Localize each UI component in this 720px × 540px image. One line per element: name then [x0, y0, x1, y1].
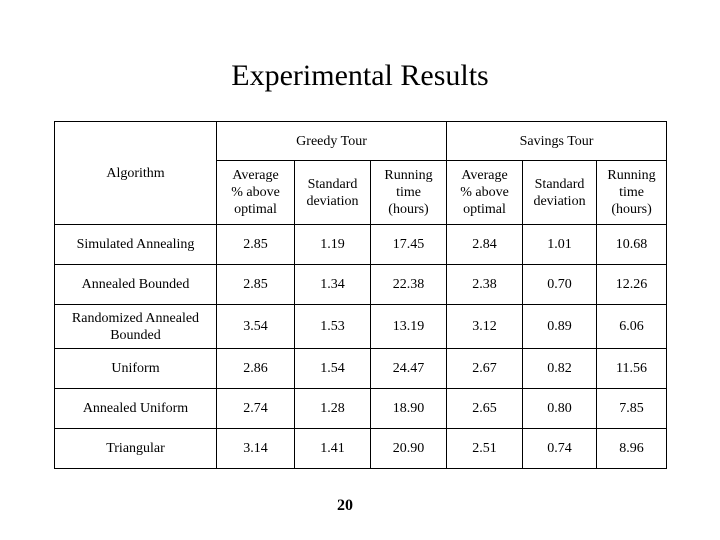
- value-cell: 3.12: [447, 305, 523, 349]
- algorithm-name-cell: [55, 225, 217, 265]
- algorithm-name-cell: [55, 265, 217, 305]
- subheader-text: Standard deviation: [306, 176, 359, 209]
- value-cell: 1.19: [295, 225, 371, 265]
- value-cell: 6.06: [597, 305, 667, 349]
- subheader-cell: [371, 161, 447, 225]
- algorithm-name-cell: [55, 389, 217, 429]
- value-cell: 24.47: [371, 349, 447, 389]
- subheader-text: Average % above optimal: [231, 168, 280, 217]
- table-row: [55, 429, 667, 469]
- slide-title: Experimental Results: [231, 59, 489, 92]
- algorithm-name-cell: [55, 305, 217, 349]
- value-cell: 3.14: [217, 429, 295, 469]
- value-cell: 2.51: [447, 429, 523, 469]
- table-row: [55, 225, 667, 265]
- value-cell: 0.74: [523, 429, 597, 469]
- subheader-cell: [295, 161, 371, 225]
- table-row: [55, 349, 667, 389]
- value-cell: 2.85: [217, 225, 295, 265]
- table-row: [55, 305, 667, 349]
- subheader-cell: [523, 161, 597, 225]
- group-header-greedy-tour: Greedy Tour: [217, 122, 447, 161]
- value-cell: 11.56: [597, 349, 667, 389]
- value-cell: 22.38: [371, 265, 447, 305]
- value-cell: 3.54: [217, 305, 295, 349]
- algorithm-name: Triangular: [106, 441, 165, 456]
- value-cell: 0.70: [523, 265, 597, 305]
- subheader-cell: [217, 161, 295, 225]
- table-row: [55, 389, 667, 429]
- value-cell: 2.74: [217, 389, 295, 429]
- value-cell: 0.89: [523, 305, 597, 349]
- value-cell: 10.68: [597, 225, 667, 265]
- value-cell: 1.54: [295, 349, 371, 389]
- value-cell: 0.82: [523, 349, 597, 389]
- value-cell: 8.96: [597, 429, 667, 469]
- value-cell: 2.85: [217, 265, 295, 305]
- subheader-cell: [447, 161, 523, 225]
- page-number: 20: [337, 497, 353, 514]
- value-cell: 1.34: [295, 265, 371, 305]
- value-cell: 20.90: [371, 429, 447, 469]
- value-cell: 1.01: [523, 225, 597, 265]
- value-cell: 1.53: [295, 305, 371, 349]
- value-cell: 2.65: [447, 389, 523, 429]
- table-row: [55, 265, 667, 305]
- value-cell: 0.80: [523, 389, 597, 429]
- subheader-text: Standard deviation: [533, 176, 586, 209]
- algorithm-header: Algorithm: [55, 122, 217, 225]
- value-cell: 2.38: [447, 265, 523, 305]
- value-cell: 2.84: [447, 225, 523, 265]
- algorithm-name: Simulated Annealing: [76, 237, 195, 252]
- group-header-savings-tour: Savings Tour: [447, 122, 667, 161]
- subheader-text: Running time (hours): [384, 168, 433, 217]
- subheader-text: Running time (hours): [607, 168, 656, 217]
- algorithm-name: Annealed Bounded: [81, 277, 190, 292]
- algorithm-name: Annealed Uniform: [82, 401, 189, 416]
- value-cell: 2.86: [217, 349, 295, 389]
- value-cell: 17.45: [371, 225, 447, 265]
- value-cell: 1.41: [295, 429, 371, 469]
- value-cell: 18.90: [371, 389, 447, 429]
- value-cell: 2.67: [447, 349, 523, 389]
- value-cell: 7.85: [597, 389, 667, 429]
- value-cell: 12.26: [597, 265, 667, 305]
- value-cell: 13.19: [371, 305, 447, 349]
- results-table: [54, 121, 667, 469]
- algorithm-name-cell: [55, 349, 217, 389]
- subheader-cell: [597, 161, 667, 225]
- subheader-text: Average % above optimal: [460, 168, 509, 217]
- group-header-row: [55, 122, 667, 161]
- value-cell: 1.28: [295, 389, 371, 429]
- algorithm-name: Uniform: [111, 361, 160, 376]
- algorithm-name: Randomized Annealed Bounded: [71, 310, 200, 343]
- algorithm-name-cell: [55, 429, 217, 469]
